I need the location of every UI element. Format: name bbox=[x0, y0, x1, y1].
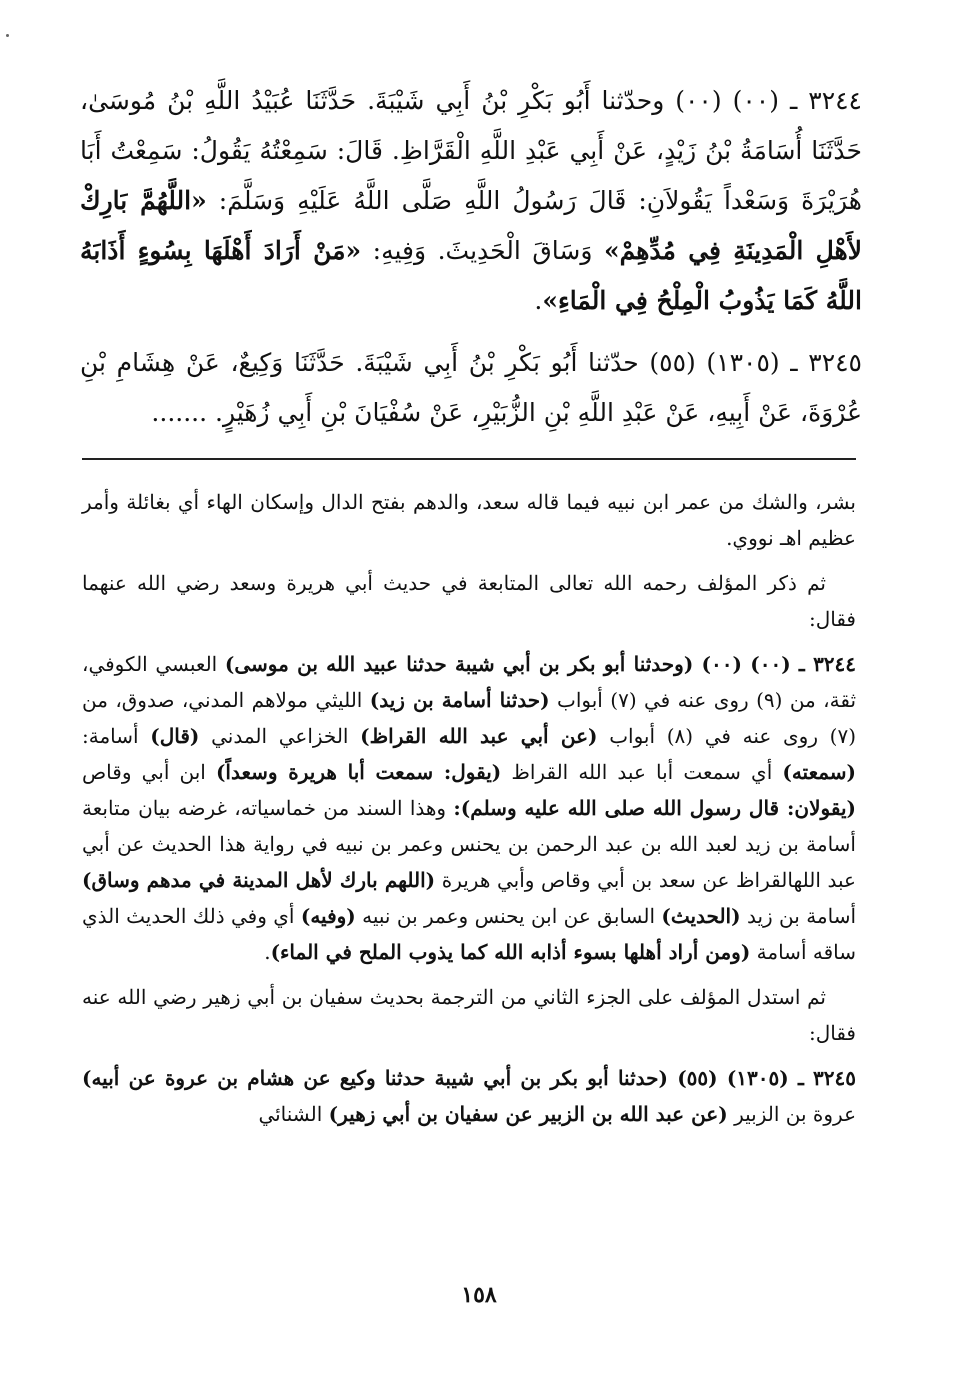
commentary-3245 bbox=[82, 1060, 856, 1132]
quoted-text: (الحديث) bbox=[661, 904, 741, 928]
commentary-paragraph: ثم استدل المؤلف على الجزء الثاني من الترجمة بحديث سفيان بن أبي زهير رضي الله عنه فقال: bbox=[82, 985, 856, 1045]
quoted-text: (عن أبي عبد الله القراظ) bbox=[360, 724, 598, 748]
quoted-text: ٣٢٤٤ ـ (٠٠) (٠٠) (وحدثنا أبو بكر بن أبي شيبة حدثنا عبيد الله بن موسى) bbox=[224, 652, 857, 676]
explanation-text: ابن أبي وقاص bbox=[82, 760, 206, 784]
commentary-paragraph: بشر، والشك من عمر ابن نبيه فيما قاله سعد، والدهم بفتح الدال وإسكان الهاء أي بغائلة وأمر عظيم اهـ نووي. bbox=[82, 490, 856, 550]
quoted-text: (يقولان: قال رسول الله صلى الله عليه وسلم): bbox=[453, 796, 856, 820]
explanation-text: أي سمعت أبا عبد الله القراظ bbox=[511, 760, 773, 784]
hadith-3244 bbox=[80, 76, 862, 326]
page-number: ١٥٨ bbox=[461, 1282, 497, 1308]
explanation-text: أسامة بن زيد bbox=[746, 904, 857, 928]
quoted-text: (قال) bbox=[150, 724, 200, 748]
explanation-text: الليثي مولاهم المدني، صدوق، من (٧) روى عنه في (٨) أبواب bbox=[82, 688, 857, 748]
footnote-divider bbox=[82, 458, 856, 460]
explanation-text: وهذا السند من خماسياته، غرضه بيان متابعة أسامة بن زيد لعبد الله بن عبد الرحمن بن يحنس وعمر بن نبيه في رواية هذا الحديث عن أبي عبد اللهالقراظ عن سعد بن أبي وقاص وأبي هريرة bbox=[82, 796, 856, 892]
commentary-block bbox=[82, 484, 856, 1141]
quoted-text: (عن عبد الله بن الزبير عن سفيان بن أبي زهير) bbox=[328, 1102, 728, 1126]
commentary-3244 bbox=[82, 646, 856, 970]
hadith-3244-connector: وَسَاقَ الْحَدِيثَ. وَفِيهِ: bbox=[372, 236, 593, 265]
quoted-text: (اللهم بارك لأهل المدينة في مدهم وساق) bbox=[82, 868, 436, 892]
quoted-text: (يقول: سمعت أبا هريرة وسعداً) bbox=[215, 760, 502, 784]
hadith-3244-isnad: ٣٢٤٤ ـ (٠٠) (٠٠) وحدّثنا أَبُو بَكْرِ بْنُ أَبِي شَيْبَةَ. حَدَّثَنَا عُبَيْدُ اللَّهِ بْنُ مُوسَىٰ، حَدَّثَنَا أُسَامَةُ بْنُ زَيْدٍ، عَنْ أَبِي عَبْدِ اللَّهِ الْقَرَّاظِ. قَالَ: سَمِعْتُهُ يَقُولُ: سَمِعْتُ أَبَا هُرَيْرَةَ وَسَعْداً يَقُولاَنِ: قَالَ رَسُولُ اللَّهِ صَلَّى اللَّهُ عَلَيْهِ وَسَلَّمَ: bbox=[80, 86, 862, 215]
explanation-text: السابق عن ابن يحنس وعمر بن نبيه bbox=[362, 904, 656, 928]
quoted-text: (ومن أراد أهلها بسوء أذابه الله كما يذوب الملح في الماء) bbox=[270, 940, 751, 964]
explanation-text: الشنائي bbox=[258, 1102, 323, 1126]
explanation-text: الخزاعي المدني bbox=[211, 724, 349, 748]
hadith-text-block bbox=[80, 76, 862, 450]
quoted-text: (وفيه) bbox=[300, 904, 356, 928]
quoted-text: ٣٢٤٥ ـ (١٣٠٥) (٥٥) (حدثنا أبو بكر بن أبي شيبة حدثنا وكيع عن هشام بن عروة عن أبيه) bbox=[82, 1066, 856, 1090]
hadith-3245: ٣٢٤٥ ـ (١٣٠٥) (٥٥) حدّثنا أَبُو بَكْرِ بْنُ أَبِي شَيْبَةَ. حَدَّثَنَا وَكِيعٌ، عَنْ هِشَامِ بْنِ عُرْوَةَ، عَنْ أَبِيهِ، عَنْ عَبْدِ اللَّهِ بْنِ الزُّبَيْرِ، عَنْ سُفْيَانَ بْنِ أَبِي زُهَيْرٍ. ....... bbox=[80, 348, 862, 427]
explanation-text: أي وفي ذلك الحديث الذي ساقه أسامة bbox=[82, 904, 856, 964]
explanation-text: العبسي الكوفي، ثقة، من (٩) روى عنه في (٧) أبواب bbox=[82, 652, 857, 712]
explanation-text: أسامة: bbox=[82, 724, 139, 748]
hadith-3244-matn-1: «اللَّهُمَّ بَارِكْ لأَهْلِ الْمَدِينَةِ فِي مُدِّهِمْ» bbox=[80, 186, 862, 265]
explanation-text: . bbox=[264, 940, 271, 964]
quoted-text: (حدثنا أسامة بن زيد) bbox=[369, 688, 550, 712]
quoted-text: (سمعته) bbox=[782, 760, 857, 784]
hadith-3244-matn-2: «مَنْ أَرَادَ أَهْلَهَا بِسُوءٍ أَذَابَهُ اللَّهُ كَمَا يَذُوبُ الْمِلْحُ فِي الْمَاءِ» bbox=[80, 236, 862, 315]
scan-speck bbox=[6, 34, 9, 37]
commentary-paragraph: ثم ذكر المؤلف رحمه الله تعالى المتابعة في حديث أبي هريرة وسعد رضي الله عنهما فقال: bbox=[82, 571, 856, 631]
explanation-text: عروة بن الزبير bbox=[734, 1102, 856, 1126]
hadith-3244-end: . bbox=[534, 286, 543, 315]
